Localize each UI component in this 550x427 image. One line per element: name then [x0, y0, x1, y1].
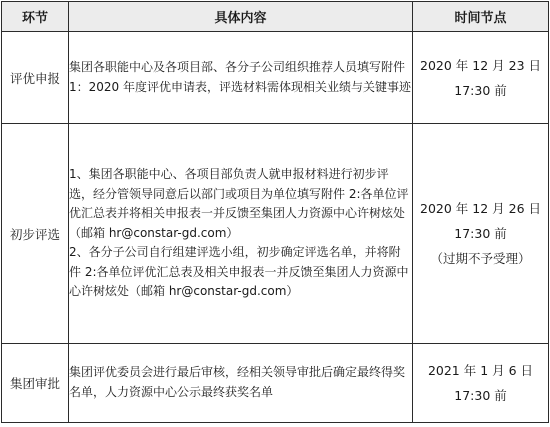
content-paragraph: 集团评优委员会进行最后审核，经相关领导审批后确定最终得奖名单，人力资源中心公示最终获奖名单: [69, 365, 406, 399]
deadline-date: 2021 年 1 月 6 日: [427, 363, 534, 378]
content-paragraph: 2、各分子公司自行组建评选小组，初步确定评选名单，并将附件 2:各单位评优汇总表及相关申报表一并反馈至集团人力资源中心许树炫处（邮箱 hr@constar-gd.com）: [69, 245, 409, 299]
deadline-time: 17:30 前: [454, 226, 507, 241]
content-cell: [69, 344, 413, 423]
step-cell: 评优申报: [2, 32, 69, 124]
content-cell: [69, 124, 413, 344]
deadline-date: 2020 年 12 月 26 日: [420, 201, 541, 216]
content-cell: [69, 32, 413, 124]
table-row: [2, 124, 549, 344]
deadline-time: 17:30 前: [454, 388, 507, 403]
content-paragraph: 集团各职能中心及各项目部、各分子公司组织推荐人员填写附件 1：2020 年度评优申请表，评选材料需体现相关业绩与关键事迹: [69, 59, 411, 94]
time-cell: [413, 344, 549, 423]
table-header-row: [2, 2, 549, 32]
header-step: 环节: [2, 2, 69, 32]
table-row: [2, 32, 549, 124]
table-row: [2, 344, 549, 423]
header-time: 时间节点: [413, 2, 549, 32]
evaluation-schedule-table: [1, 1, 549, 423]
content-paragraph: 1、集团各职能中心、各项目部负责人就申报材料进行初步评选，经分管领导同意后以部门或项目为单位填写附件 2:各单位评优汇总表并将相关申报表一并反馈至集团人力资源中心许树炫处（邮箱 hr@constar-gd.com）: [69, 166, 409, 240]
deadline-date: 2020 年 12 月 23 日: [420, 57, 541, 73]
deadline-time: 17:30 前: [454, 82, 507, 98]
step-cell: 集团审批: [2, 344, 69, 423]
time-cell: [413, 124, 549, 344]
time-cell: [413, 32, 549, 124]
step-cell: 初步评选: [2, 124, 69, 344]
deadline-note: （过期不予受理）: [430, 251, 531, 266]
header-content: 具体内容: [69, 2, 413, 32]
